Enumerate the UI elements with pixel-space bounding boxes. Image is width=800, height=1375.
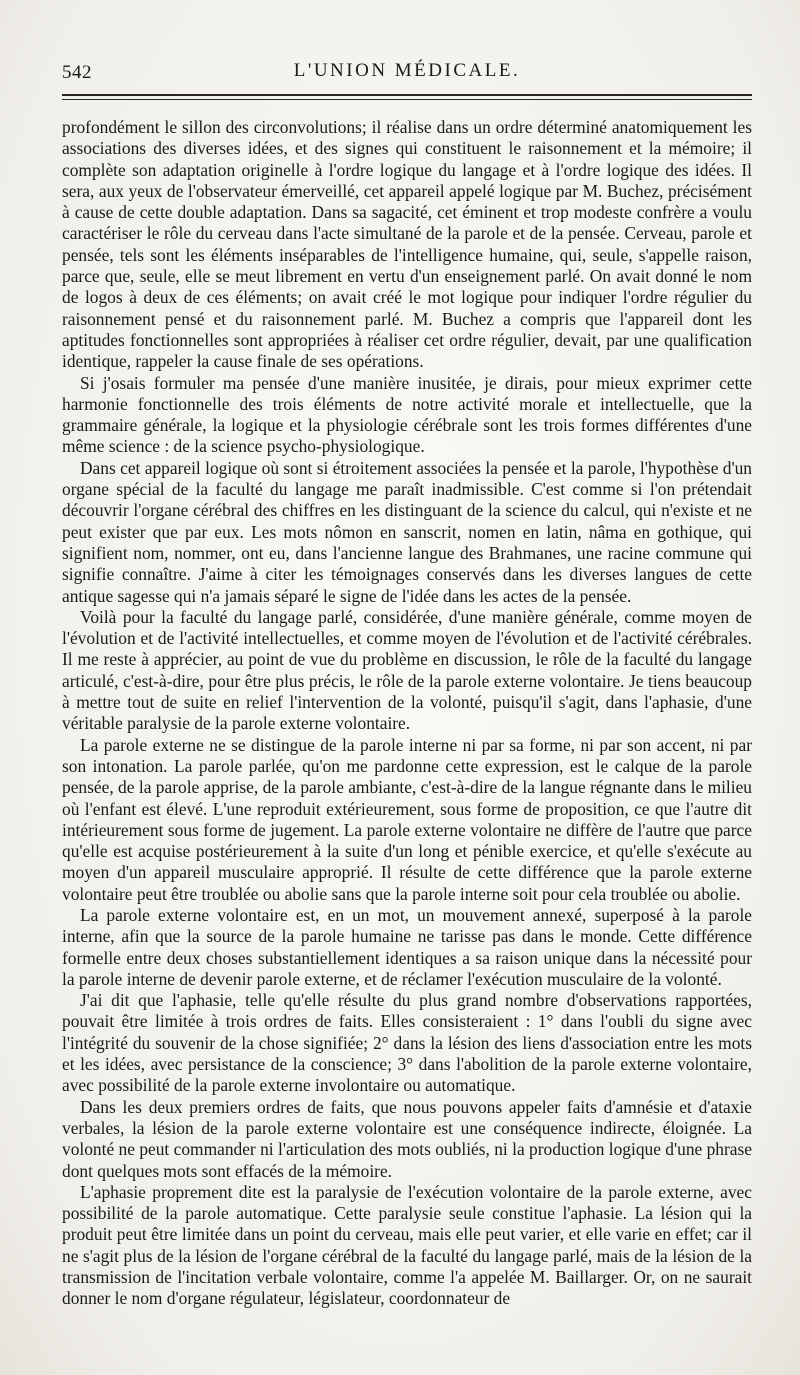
page-number: 542 [62,62,92,83]
paragraph: profondément le sillon des circonvolutions; il réalise dans un ordre déterminé anatomiquement les associations des diverses idées, et des signes qui constituent le raisonnement et la mémoire; il complète son adaptation originelle à l'ordre logique du langage et à l'ordre logique des idées. Il sera, aux yeux de l'observateur émerveillé, cet appareil appelé logique par M. Buchez, précisément à cause de cette double adaptation. Dans sa sagacité, cet éminent et trop modeste confrère a voulu caractériser le rôle du cerveau dans l'acte simultané de la parole et de la pensée. Cerveau, parole et pensée, tels sont les éléments inséparables de l'intelligence humaine, qui, seule, s'appelle raison, parce que, seule, elle se meut librement en vertu d'un enseignement parlé. On avait donné le nom de logos à deux de ces éléments; on avait créé le mot logique pour indiquer l'ordre régulier du raisonnement pensé et du raisonnement parlé. M. Buchez a compris que l'appareil dont les aptitudes fonctionnelles sont appropriées à réaliser cet ordre régulier, devait, par une qualification identique, rappeler la cause finale de ses opérations. [62,117,752,372]
paragraph: L'aphasie proprement dite est la paralysie de l'exécution volontaire de la parole externe, avec possibilité de la parole automatique. Cette paralysie seule constitue l'aphasie. La lésion qui la produit peut être limitée dans un point du cerveau, mais elle peut varier, et elle varie en effet; car il ne s'agit plus de la lésion de l'organe cérébral de la faculté du langage parlé, mais de la lésion de la transmission de l'incitation verbale volontaire, comme l'a appelée M. Baillarger. Or, on ne saurait donner le nom d'organe régulateur, législateur, coordonnateur de [62,1181,752,1309]
paragraph: Si j'osais formuler ma pensée d'une manière inusitée, je dirais, pour mieux exprimer cette harmonie fonctionnelle des trois éléments de notre activité morale et intellectuelle, que la grammaire générale, la logique et la physiologie cérébrale sont les trois formes différentes d'une même science : de la science psycho-physiologique. [62,372,752,457]
paragraph: Dans cet appareil logique où sont si étroitement associées la pensée et la parole, l'hypothèse d'un organe spécial de la faculté du langage me paraît inadmissible. C'est comme si l'on prétendait découvrir l'organe cérébral des chiffres en les distinguant de la science du calcul, qui n'existe et ne peut exister que par eux. Les mots nômon en sanscrit, nomen en latin, nâma en gothique, qui signifient nom, nommer, ont eu, dans l'ancienne langue des Brahmanes, une racine commune qui signifie connaître. J'aime à citer les témoignages conservés dans les diverses langues de cette antique sagesse qui n'a jamais séparé le signe de l'idée dans les actes de la pensée. [62,457,752,606]
paragraph: Dans les deux premiers ordres de faits, que nous pouvons appeler faits d'amnésie et d'ataxie verbales, la lésion de la parole externe volontaire est une conséquence indirecte, éloignée. La volonté ne peut commander ni l'articulation des mots oubliés, ni la production logique d'une phrase dont quelques mots sont effacés de la mémoire. [62,1096,752,1181]
paragraph: J'ai dit que l'aphasie, telle qu'elle résulte du plus grand nombre d'observations rapportées, pouvait être limitée à trois ordres de faits. Elles consisteraient : 1° dans l'oubli du signe avec l'intégrité du souvenir de la chose signifiée; 2° dans la lésion des liens d'association entre les mots et les idées, avec persistance de la conscience; 3° dans l'abolition de la parole externe volontaire, avec possibilité de la parole externe involontaire ou automatique. [62,990,752,1096]
header-rule-thin [62,99,752,100]
article-body [62,117,752,1310]
header-rule [62,94,752,96]
page-header [62,0,752,88]
paragraph: La parole externe ne se distingue de la parole interne ni par sa forme, ni par son accent, ni par son intonation. La parole parlée, qu'on me pardonne cette expression, est le calque de la parole pensée, de la parole apprise, de la parole ambiante, c'est-à-dire de la langue régnante dans le milieu où l'enfant est élevé. L'une reproduit extérieurement, sous forme de proposition, ce que l'autre dit intérieurement sous forme de jugement. La parole externe volontaire ne diffère de l'autre que parce qu'elle est acquise postérieurement à la suite d'un long et pénible exercice, et qu'elle s'exécute au moyen d'un appareil musculaire approprié. Il résulte de cette différence que la parole externe volontaire peut être troublée ou abolie sans que la parole interne soit pour cela troublée ou abolie. [62,734,752,904]
paragraph: La parole externe volontaire est, en un mot, un mouvement annexé, superposé à la parole interne, afin que la source de la parole humaine ne tarisse pas dans le monde. Cette différence formelle entre deux choses substantiellement identiques a sa raison unique dans la nécessité pour la parole interne de devenir parole externe, et de réclamer l'exécution musculaire de la volonté. [62,904,752,989]
paragraph: Voilà pour la faculté du langage parlé, considérée, d'une manière générale, comme moyen de l'évolution et de l'activité intellectuelles, et comme moyen de l'évolution et de l'activité cérébrales. Il me reste à apprécier, au point de vue du problème en discussion, le rôle de la faculté du langage articulé, c'est-à-dire, pour être plus précis, le rôle de la parole externe volontaire. Je tiens beaucoup à mettre tout de suite en relief l'intervention de la volonté, puisqu'il s'agit, dans l'aphasie, d'une véritable paralysie de la parole externe volontaire. [62,606,752,734]
running-title: L'UNION MÉDICALE. [293,60,521,81]
